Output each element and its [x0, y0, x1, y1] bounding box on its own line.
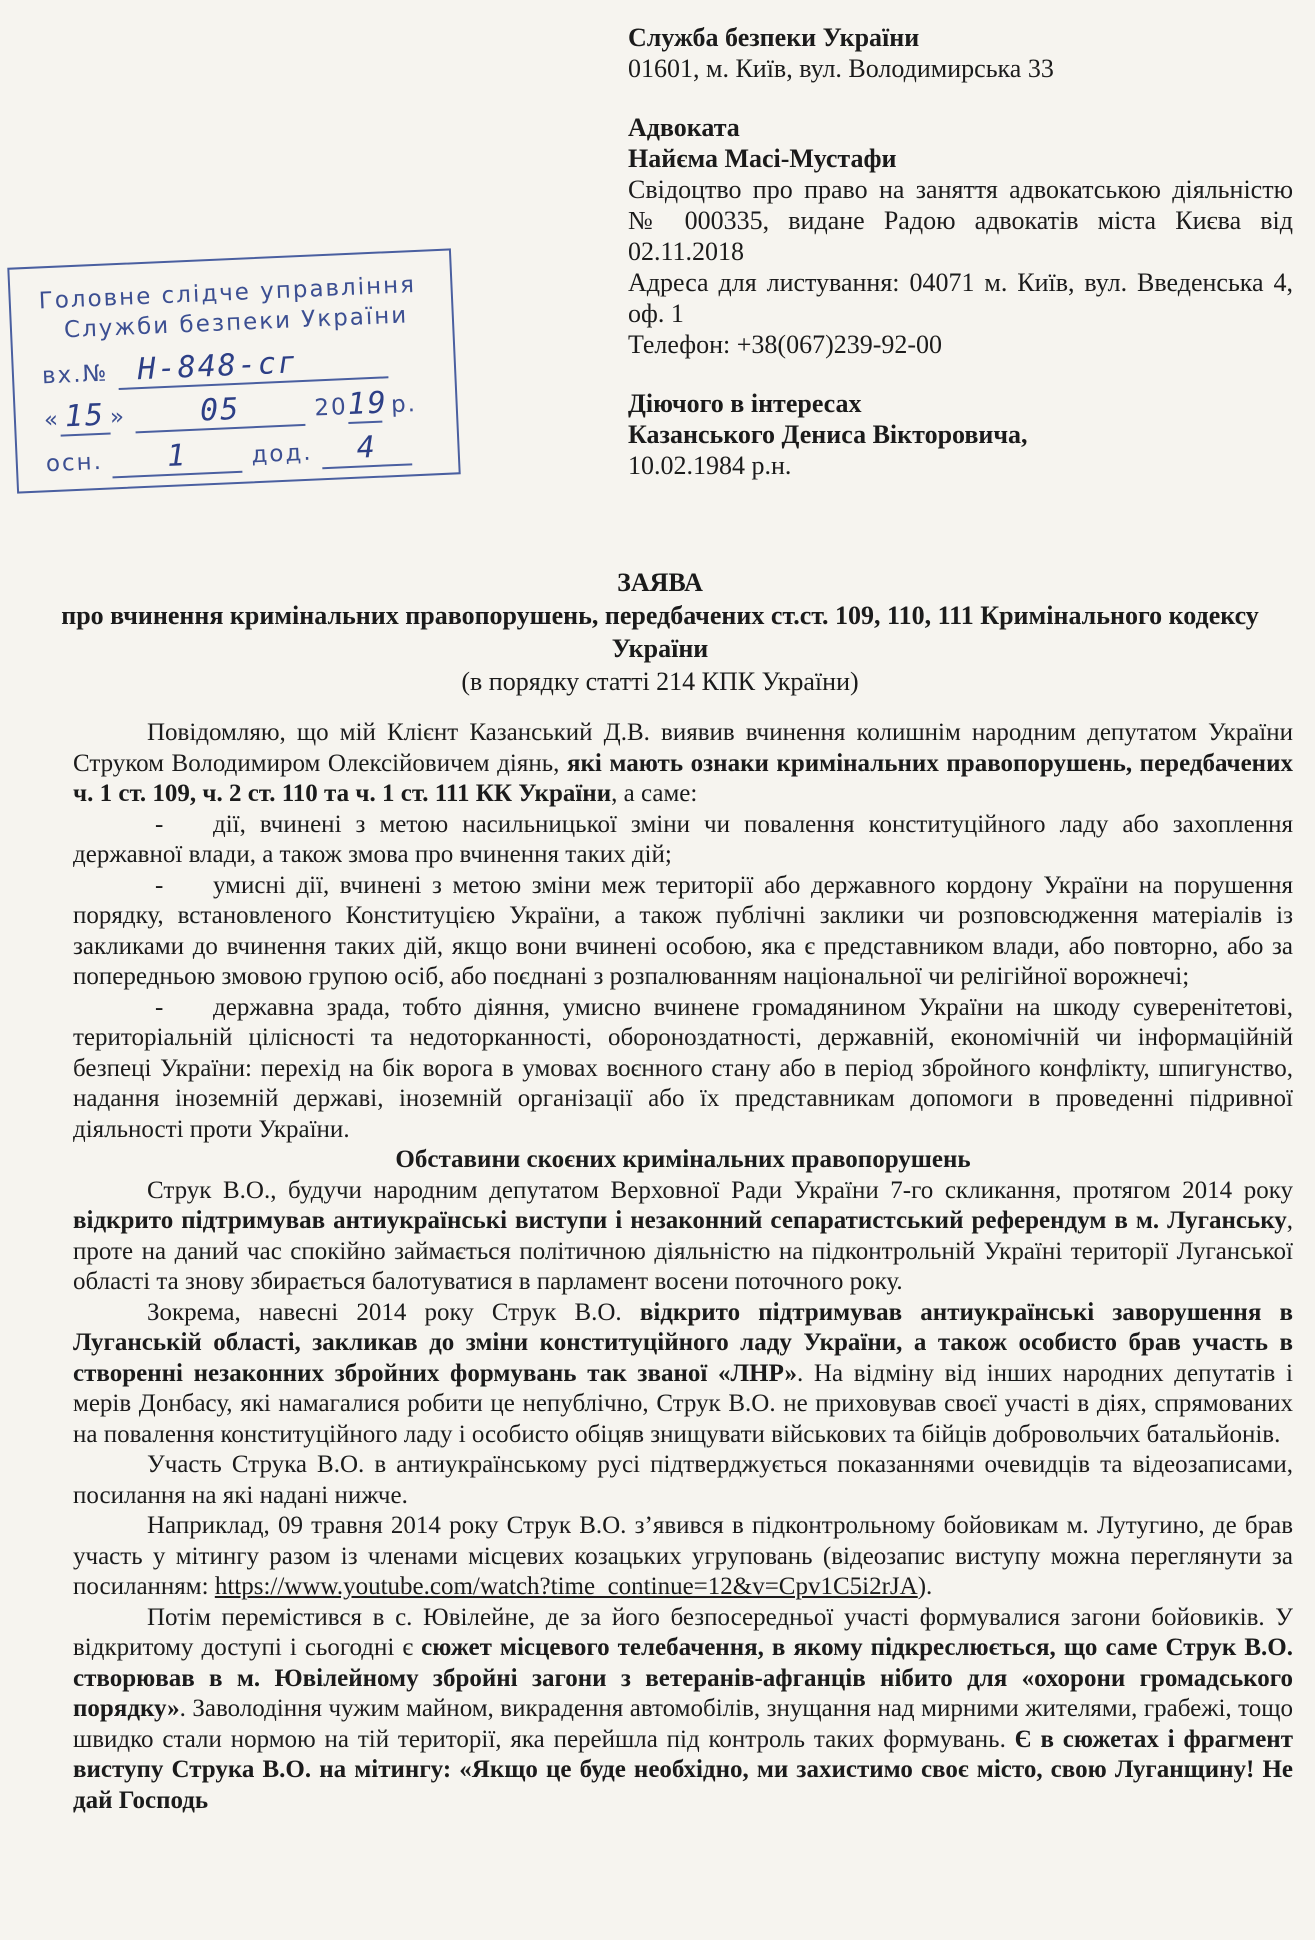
stamp-incoming-row	[41, 341, 388, 393]
stamp-year-suffix: 19	[346, 385, 389, 423]
stamp-date-row: « 15 » 05 2019 р.	[43, 384, 418, 437]
title-subject: про вчинення кримінальних правопорушень, передбачених ст.ст. 109, 110, 111 Кримінального кодексу України	[61, 601, 1259, 663]
stamp-add-label: дод.	[250, 439, 314, 469]
intro-tail: , а саме:	[611, 780, 698, 807]
recipient-title: Служба безпеки України	[628, 23, 920, 52]
bullet-dash: -	[155, 993, 164, 1021]
intro-text: Повідомляю, що мій Клієнт Казанський Д.В. виявив вчинення колишнім народним депутатом України Струком Володимиром Олексійовичем діянь,	[73, 719, 1293, 777]
client-dob: 10.02.1984 р.н.	[628, 451, 792, 480]
bullet-dash: -	[155, 871, 164, 899]
paragraph-1	[73, 1176, 1293, 1298]
recipient-address: 01601, м. Київ, вул. Володимирська 33	[628, 54, 1054, 83]
paragraph-text: , проте на даний час спокійно займається політичною діяльністю на підконтрольній Україні території Луганської області та знову збирається балотуватися в парламент восени поточного року.	[73, 1207, 1293, 1295]
intro-paragraph	[73, 718, 1293, 810]
paragraph-text: Потім перемістився в с. Ювілейне, де за його безпосередньої участі формувалися загони бойовиків. У відкритому доступі і сьогодні є	[73, 1603, 1293, 1661]
addressee-block	[628, 22, 1293, 509]
stamp-year-label: р.	[390, 391, 418, 419]
paragraph-text: Наприклад, 09 травня 2014 року Струк В.О. з’явився в підконтрольному бойовикам м. Лутугино, де брав участь у мітингу разом із членами місцевих козацьких угруповань (відеозапис виступу можна переглянути за посиланням:	[73, 1512, 1293, 1600]
client-block	[628, 388, 1293, 481]
registration-stamp	[7, 248, 460, 493]
bullet-text: державна зрада, тобто діяння, умисно вчинене громадянином України на шкоду суверенітетові, територіальній цілісності та недоторканності, обороноздатності, державній, економічній чи інформаційній безпеці України: перехід на бік ворога в умовах воєнного стану або в період збройного конфлікту, шпигунство, надання іноземній державі, іноземній організації або їх представникам допомоги в проведенні підривної діяльності проти України.	[73, 993, 1293, 1143]
paragraph-bold: Є в сюжетах і фрагмент виступу Струка В.О. на мітингу: «Якщо це буде необхідно, ми захистимо своє місто, свою Луганщину! Не дай Господь	[73, 1725, 1293, 1814]
bullet-item	[73, 871, 1293, 993]
paragraph-text: . Заволодіння чужим майном, викрадення автомобілів, знущання над мирними жителями, грабежі, тощо швидко стали нормою на тій території, яка перейшла під контроль таких формувань.	[73, 1695, 1293, 1753]
paragraph-bold: сюжет місцевого телебачення, в якому підкреслюється, що саме Струк В.О. створював в м. Ювілейному збройні загони з ветеранів-афганців нібито для «охорони громадського порядку»	[73, 1634, 1293, 1722]
stamp-count-row	[45, 428, 412, 481]
title-main: ЗАЯВА	[617, 568, 703, 597]
stamp-day: 15	[59, 397, 111, 436]
advocate-name: Найєма Масі-Мустафи	[628, 144, 897, 173]
bullet-text: дії, вчинені з метою насильницької зміни чи повалення конституційного ладу або захоплення державної влади, а також змова про вчинення таких дій;	[73, 810, 1293, 868]
paragraph-bold: відкрито підтримував антиукраїнські виступи і незаконний сепаратистський референдум в м. Луганську	[73, 1207, 1287, 1234]
bullet-item	[73, 810, 1293, 871]
paragraph-text: Струк В.О., будучи народним депутатом Верховної Ради України 7-го скликання, протягом 2014 року	[147, 1176, 1293, 1204]
advocate-address: Адреса для листування: 04071 м. Київ, вул. Введенська 4, оф. 1	[628, 268, 1293, 328]
stamp-month: 05	[134, 389, 305, 433]
stamp-main-count: 1	[111, 436, 242, 479]
paragraph-2	[73, 1298, 1293, 1451]
stamp-line-1: Головне слідче управління	[38, 271, 417, 315]
advocate-phone: Телефон: +38(067)239-92-00	[628, 330, 943, 359]
acting-label: Діючого в інтересах	[628, 389, 862, 418]
section-heading: Обставини скоєних кримінальних правопорушень	[395, 1146, 971, 1173]
client-name: Казанського Дениса Вікторовича,	[628, 420, 1028, 449]
paragraph-text: ).	[917, 1573, 933, 1600]
bullet-dash: -	[155, 810, 164, 838]
paragraph-4	[73, 1511, 1293, 1603]
paragraph-text: . На відміну від інших народних депутатів і мерів Донбасу, які намагалися робити це непублічно, Струк В.О. не приховував своєї участі в діях, спрямованих на повалення конституційного ладу і особисто обіцяв знищувати військових та бійців добровольчих батальйонів.	[73, 1359, 1293, 1448]
stamp-in-label: вх.№	[41, 360, 109, 390]
paragraph-bold: відкрито підтримував антиукраїнські заворушення в Луганській області, закликав до зміни конституційного ладу України, а також особисто брав участь в створенні незаконних збройних формувань так званої «ЛНР»	[73, 1298, 1293, 1387]
stamp-main-label: осн.	[45, 448, 104, 478]
stamp-line-2: Служби безпеки України	[63, 302, 409, 344]
advocate-certificate: Свідоцтво про право на заняття адвокатською діяльністю № 000335, видане Радою адвокатів міста Києва від 02.11.2018	[628, 175, 1293, 266]
stamp-year-prefix: 20	[313, 394, 349, 422]
paragraph-3: Участь Струка В.О. в антиукраїнському русі підтверджується показаннями очевидців та відеозаписами, посилання на які надані нижче.	[73, 1451, 1293, 1509]
document-title	[60, 566, 1260, 698]
stamp-add-count: 4	[321, 428, 413, 469]
paragraph-text: Зокрема, навесні 2014 року Струк В.О.	[147, 1298, 640, 1326]
title-note: (в порядку статті 214 КПК України)	[461, 667, 859, 696]
advocate-block	[628, 112, 1293, 360]
paragraph-5	[73, 1603, 1293, 1817]
recipient-block	[628, 22, 1293, 84]
intro-bold: які мають ознаки кримінальних правопорушень, передбачених ч. 1 ст. 109, ч. 2 ст. 110 та ч. 1 ст. 111 КК України	[73, 749, 1293, 807]
document-body	[73, 718, 1293, 1816]
bullet-item	[73, 993, 1293, 1146]
bullet-text: умисні дії, вчинені з метою зміни меж території або державного кордону України на порушення порядку, встановленого Конституцією України, а також публічні заклики чи розповсюдження матеріалів із закликами до вчинення таких дій, якщо вони вчинені особою, яка є представником влади, або повторно, або за попередньою змовою групою осіб, або поєднані з розпалюванням національної чи релігійної ворожнечі;	[73, 871, 1293, 990]
advocate-label: Адвоката	[628, 113, 740, 142]
video-link[interactable]: https://www.youtube.com/watch?time_continue=12&v=Cpv1C5i2rJA	[214, 1573, 918, 1600]
stamp-in-number: Н-848-сг	[117, 341, 388, 390]
